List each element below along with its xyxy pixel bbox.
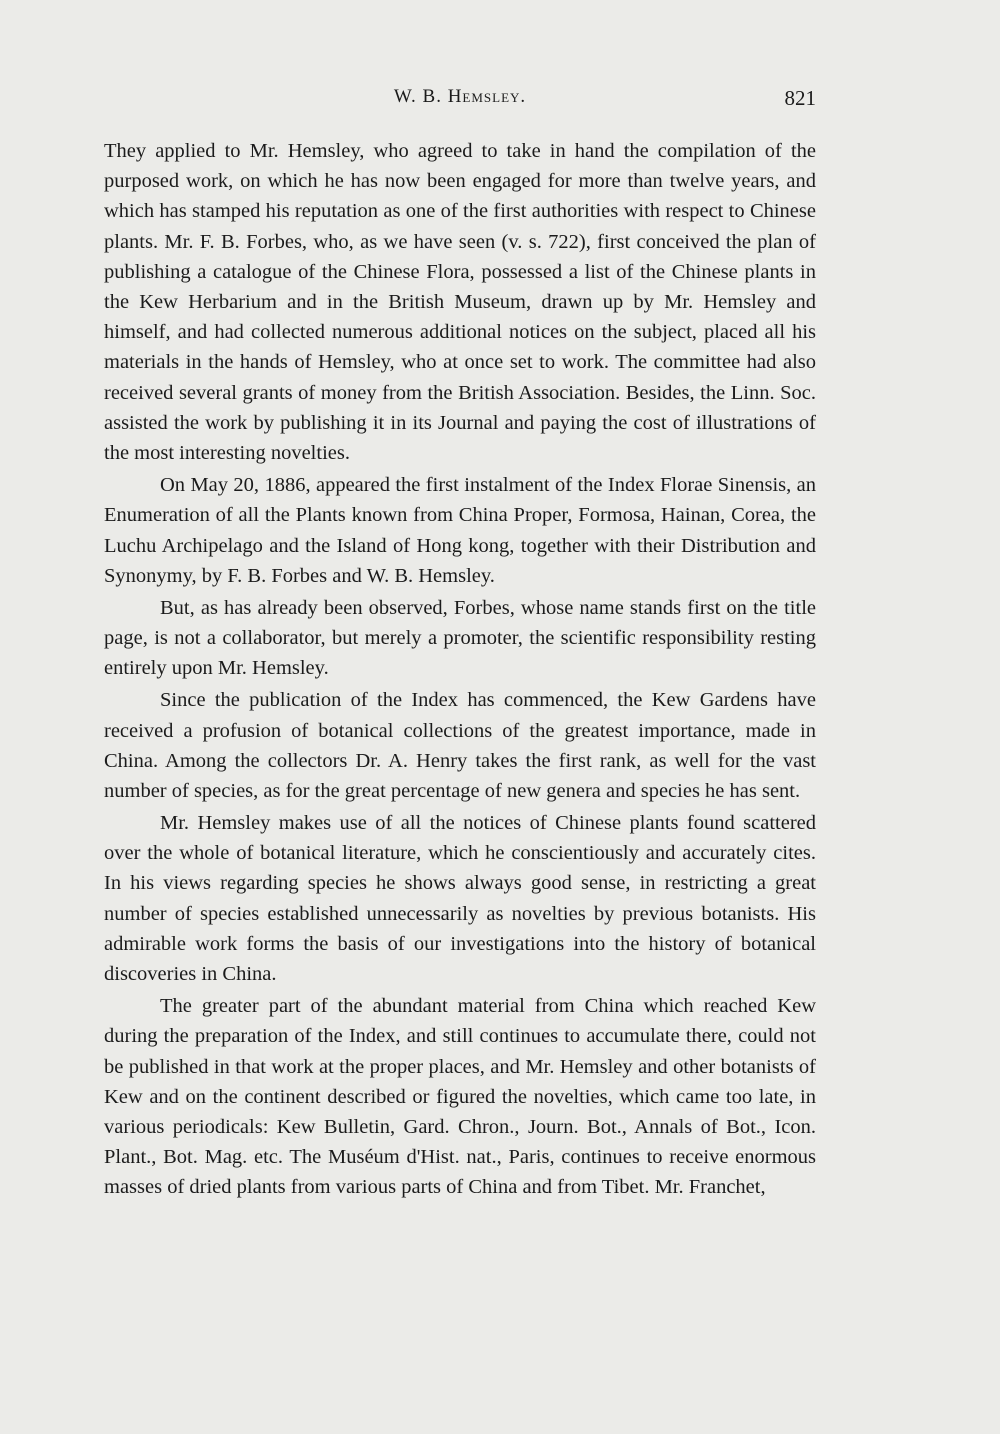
paragraph: The greater part of the abundant material from China which reached Kew during the preparation of the Index, and still continues to accumulate there, could not be published in that work at the proper places, and Mr. Hemsley and other botanists of Kew and on the continent described or figured the novelties, which came too late, in various periodicals: Kew Bulletin, Gard. Chron., Journ. Bot., Annals of Bot., Icon. Plant., Bot. Mag. etc. The Muséum d'Hist. nat., Paris, continues to receive enormous masses of dried plants from various parts of China and from Tibet. Mr. Franchet,: [104, 995, 816, 1199]
running-head: [104, 86, 816, 116]
page-number: 821: [784, 86, 816, 110]
paragraph: Mr. Hemsley makes use of all the notices of Chinese plants found scattered over the whole of botanical literature, which he conscientiously and accurately cites. In his views regarding species he shows always good sense, in restricting a great number of species established unnecessarily as novelties by previous botanists. His admirable work forms the basis of our investigations into the history of botanical discoveries in China.: [104, 812, 816, 986]
body-text: [104, 136, 816, 1204]
paragraph: But, as has already been observed, Forbes, whose name stands first on the title page, is not a collaborator, but merely a promoter, the scientific responsibility resting entirely upon Mr. Hemsley.: [104, 596, 816, 680]
paragraph: Since the publication of the Index has commenced, the Kew Gardens have received a profusion of botanical collections of the greatest importance, made in China. Among the collectors Dr. A. Henry takes the first rank, as well for the vast number of species, as for the great percentage of new genera and species he has sent.: [104, 689, 816, 802]
paragraph: They applied to Mr. Hemsley, who agreed to take in hand the compilation of the purposed work, on which he has now been engaged for more than twelve years, and which has stamped his reputation as one of the first authorities with respect to Chinese plants. Mr. F. B. Forbes, who, as we have seen (v. s. 722), first conceived the plan of publishing a catalogue of the Chinese Flora, possessed a list of the Chinese plants in the Kew Herbarium and in the British Museum, drawn up by Mr. Hemsley and himself, and had collected numerous additional notices on the subject, placed all his materials in the hands of Hemsley, who at once set to work. The committee had also received several grants of money from the British Association. Besides, the Linn. Soc. assisted the work by publishing it in its Journal and paying the cost of illustrations of the most interesting novelties.: [104, 140, 816, 465]
running-title: W. B. Hemsley.: [393, 86, 527, 107]
paragraph: On May 20, 1886, appeared the first instalment of the Index Florae Sinensis, an Enumeration of all the Plants known from China Proper, Formosa, Hainan, Corea, the Luchu Archipelago and the Island of Hong kong, together with their Distribution and Synonymy, by F. B. Forbes and W. B. Hemsley.: [104, 474, 816, 587]
